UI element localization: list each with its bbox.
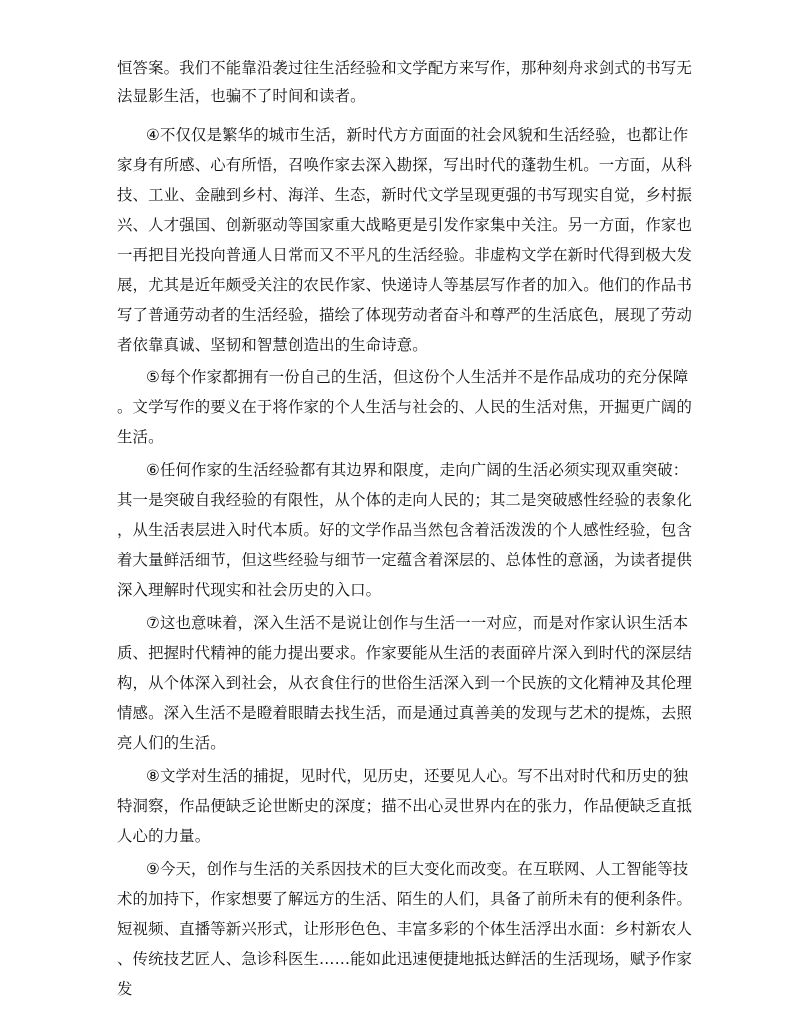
text-line: 发 xyxy=(117,980,133,998)
text-line: 构，从个体深入到社会，从衣食住行的世俗生活深入到一个民族的文化精神及其伦理 xyxy=(117,674,693,692)
text-line: 特洞察，作品便缺乏论世断史的深度；描不出心灵世界内在的张力，作品便缺乏直抵 xyxy=(117,797,693,815)
text-line: 兴、人才强国、创新驱动等国家重大战略更是引发作家集中关注。另一方面，作家也 xyxy=(117,216,693,234)
text-line: 人心的力量。 xyxy=(117,827,211,845)
text-line: 家身有所感、心有所悟，召唤作家去深入勘探，写出时代的蓬勃生机。一方面，从科 xyxy=(117,156,693,174)
text-line: 。文学写作的要义在于将作家的个人生活与社会的、人民的生活对焦，开掘更广阔的 xyxy=(117,398,693,416)
text-line: ⑧文学对生活的捕捉，见时代，见历史，还要见人心。写不出对时代和历史的独 xyxy=(146,767,689,785)
text-line: 恒答案。我们不能靠沿袭过往生活经验和文学配方来写作，那种刻舟求剑式的书写无 xyxy=(117,59,693,77)
text-line: 技、工业、金融到乡村、海洋、生态，新时代文学呈现更强的书写现实自觉，乡村振 xyxy=(117,186,693,204)
text-line: 质、把握时代精神的能力提出要求。作家要能从生活的表面碎片深入到时代的深层结 xyxy=(117,644,693,662)
text-line: 法显影生活，也骗不了时间和读者。 xyxy=(117,87,366,105)
text-line: 情感。深入生活不是瞪着眼睛去找生活，而是通过真善美的发现与艺术的提炼，去照 xyxy=(117,704,693,722)
text-line: 展，尤其是近年颇受关注的农民作家、快递诗人等基层写作者的加入。他们的作品书 xyxy=(117,276,693,294)
text-line: ④不仅仅是繁华的城市生活，新时代方方面面的社会风貌和生活经验，也都让作 xyxy=(146,126,689,144)
text-line: ，从生活表层进入时代本质。好的文学作品当然包含着活泼泼的个人感性经验，包含 xyxy=(117,521,693,539)
text-line: 短视频、直播等新兴形式，让形形色色、丰富多彩的个体生活浮出水面：乡村新农人 xyxy=(117,920,693,938)
text-line: 深入理解时代现实和社会历史的入口。 xyxy=(117,581,382,599)
text-line: 一再把目光投向普通人日常而又不平凡的生活经验。非虚构文学在新时代得到极大发 xyxy=(117,246,693,264)
text-line: 术的加持下，作家想要了解远方的生活、陌生的人们，具备了前所未有的便利条件。 xyxy=(117,890,693,908)
text-line: ⑥任何作家的生活经验都有其边界和限度，走向广阔的生活必须实现双重突破： xyxy=(146,461,689,479)
text-line: ⑦这也意味着，深入生活不是说让创作与生活一一对应，而是对作家认识生活本 xyxy=(146,614,689,632)
text-line: 生活。 xyxy=(117,428,164,446)
text-line: 者依靠真诚、坚韧和智慧创造出的生命诗意。 xyxy=(117,336,428,354)
text-line: ⑨今天，创作与生活的关系因技术的巨大变化而改变。在互联网、人工智能等技 xyxy=(146,860,689,878)
text-line: ⑤每个作家都拥有一份自己的生活，但这份个人生活并不是作品成功的充分保障 xyxy=(146,368,689,386)
text-line: 、传统技艺匠人、急诊科医生……能如此迅速便捷地抵达鲜活的生活现场，赋予作家 xyxy=(117,950,693,968)
text-line: 着大量鲜活细节，但这些经验与细节一定蕴含着深层的、总体性的意涵，为读者提供 xyxy=(117,551,693,569)
text-line: 亮人们的生活。 xyxy=(117,734,226,752)
text-line: 其一是突破自我经验的有限性，从个体的走向人民的；其二是突破感性经验的表象化 xyxy=(117,491,693,509)
text-line: 写了普通劳动者的生活经验，描绘了体现劳动者奋斗和尊严的生活底色，展现了劳动 xyxy=(117,306,693,324)
